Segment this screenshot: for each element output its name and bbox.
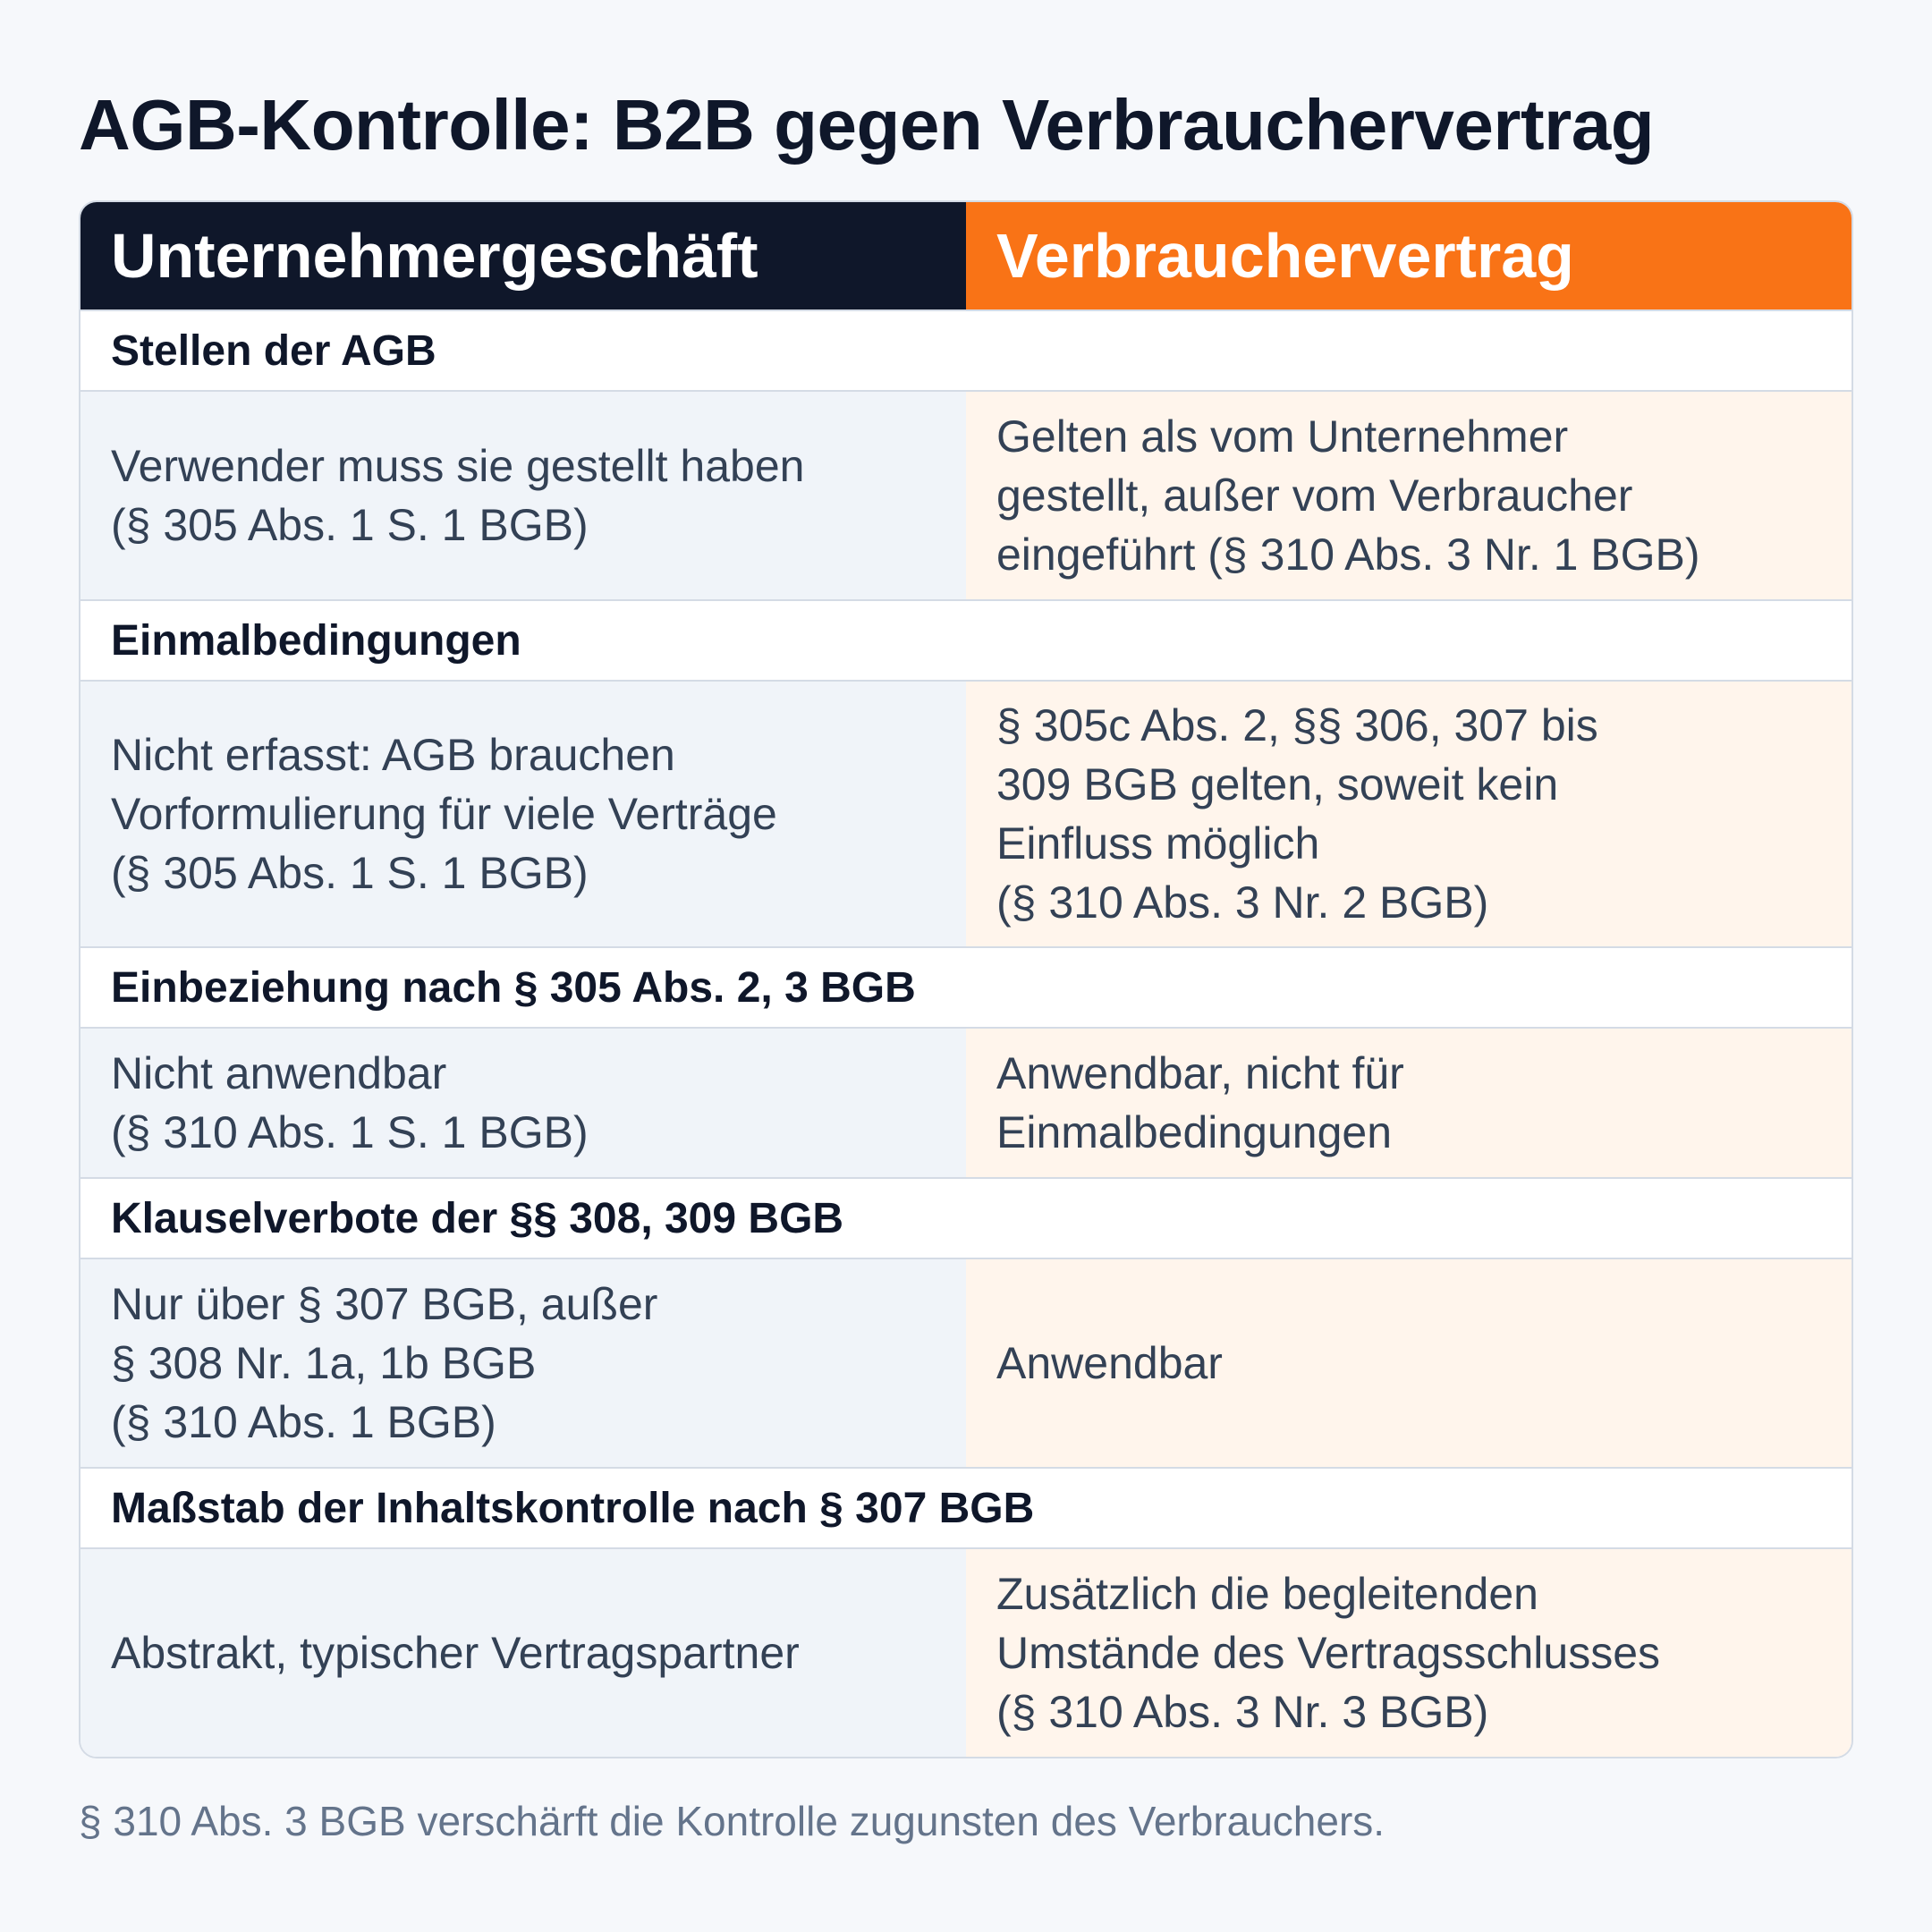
section-heading: Einmalbedingungen xyxy=(80,599,1852,680)
footnote: § 310 Abs. 3 BGB verschärft die Kontrolle zugunsten des Verbrauchers. xyxy=(79,1798,1385,1844)
table-row xyxy=(80,1258,1852,1467)
cell-b2c: Gelten als vom Unternehmer gestellt, außer vom Verbraucher eingeführt (§ 310 Abs. 3 Nr. 1 BGB) xyxy=(966,392,1852,599)
cell-b2b: Verwender muss sie gestellt haben (§ 305 Abs. 1 S. 1 BGB) xyxy=(80,392,966,599)
cell-b2b: Nur über § 307 BGB, außer § 308 Nr. 1a, 1b BGB (§ 310 Abs. 1 BGB) xyxy=(80,1259,966,1467)
column-header-b2c: Verbrauchervertrag xyxy=(966,202,1852,309)
table-row xyxy=(80,1027,1852,1177)
section-heading: Einbeziehung nach § 305 Abs. 2, 3 BGB xyxy=(80,946,1852,1027)
page-title: AGB-Kontrolle: B2B gegen Verbrauchervertrag xyxy=(79,85,1655,165)
column-header-b2b: Unternehmergeschäft xyxy=(80,202,966,309)
table-row xyxy=(80,390,1852,599)
cell-b2c: Anwendbar xyxy=(966,1259,1852,1467)
cell-b2c: Zusätzlich die begleitenden Umstände des Vertragsschlusses (§ 310 Abs. 3 Nr. 3 BGB) xyxy=(966,1549,1852,1757)
cell-b2c: Anwendbar, nicht für Einmalbedingungen xyxy=(966,1029,1852,1177)
table-row xyxy=(80,1547,1852,1757)
comparison-table xyxy=(79,200,1853,1758)
table-row xyxy=(80,680,1852,946)
table-header xyxy=(80,202,1852,309)
section-heading: Stellen der AGB xyxy=(80,309,1852,390)
section-heading: Maßstab der Inhaltskontrolle nach § 307 BGB xyxy=(80,1467,1852,1547)
cell-b2b: Nicht erfasst: AGB brauchen Vorformulierung für viele Verträge (§ 305 Abs. 1 S. 1 BGB) xyxy=(80,682,966,946)
section-heading: Klauselverbote der §§ 308, 309 BGB xyxy=(80,1177,1852,1258)
cell-b2b: Abstrakt, typischer Vertragspartner xyxy=(80,1549,966,1757)
cell-b2c: § 305c Abs. 2, §§ 306, 307 bis 309 BGB gelten, soweit kein Einfluss möglich (§ 310 Abs. 3 Nr. 2 BGB) xyxy=(966,682,1852,946)
cell-b2b: Nicht anwendbar (§ 310 Abs. 1 S. 1 BGB) xyxy=(80,1029,966,1177)
